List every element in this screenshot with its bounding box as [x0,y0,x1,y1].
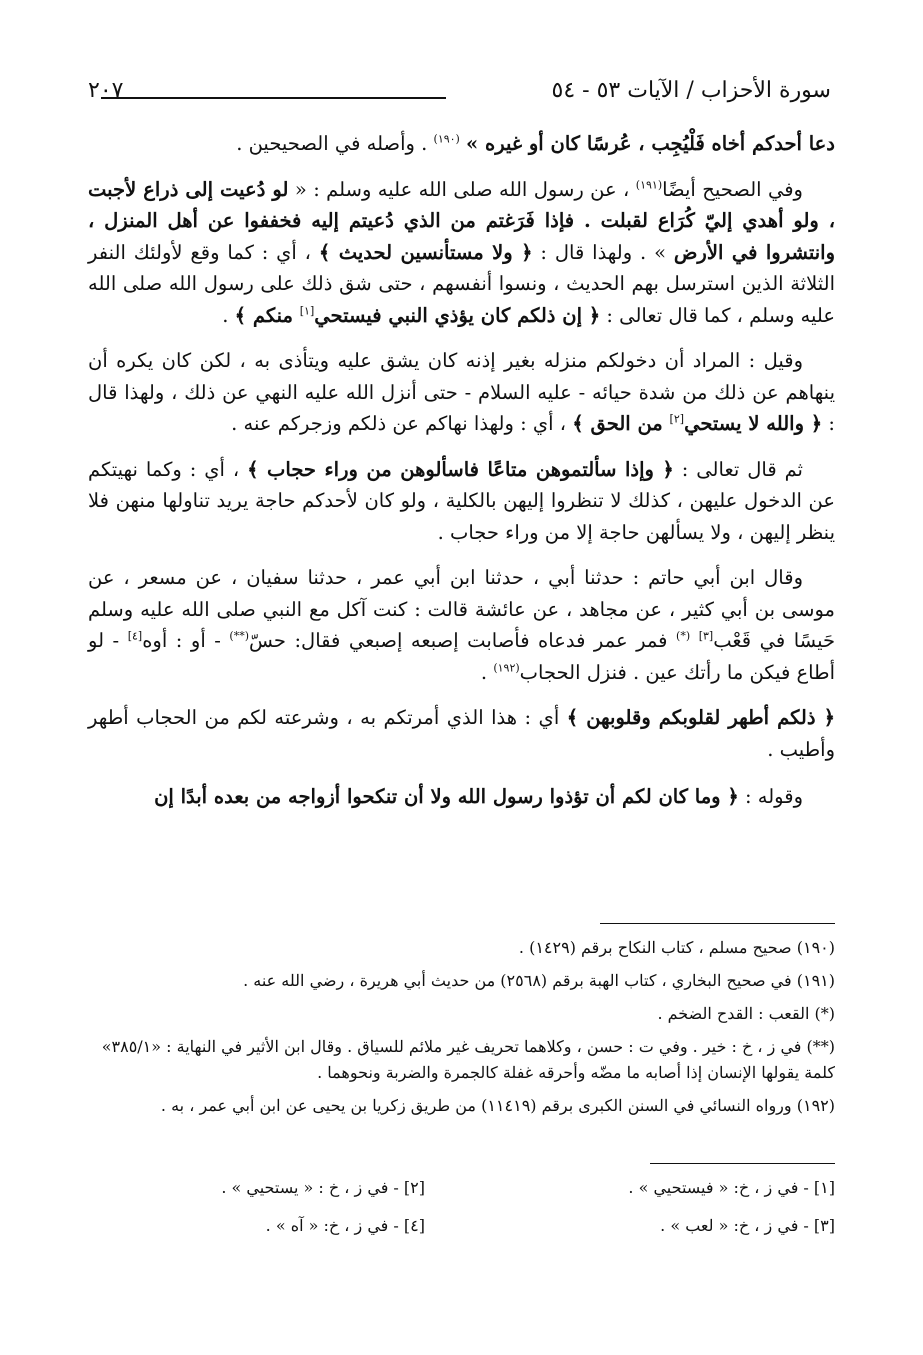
text-run: وقيل : المراد أن دخولكم منزله بغير إذنه كان يشق عليه ويتأذى به ، لكن كان يكره أن ينهاهم عن ذلك من شدة حيائه - عليه السلام - حتى أنزل الله عليه النهي عن ذلك ، ولهذا قال : [88,349,835,435]
text-run: - لو أطاع فيكن ما رأتك عين . فنزل الحجاب [88,629,835,684]
footnote-ref: (١٩٠) [433,132,460,146]
quran-quote: ﴿ ذلكم أطهر لقلوبكم وقلوبهن ﴾ [566,706,835,729]
footnote-ref: (١٩٢) [493,661,520,674]
footnote: (١٩١) في صحيح البخاري ، كتاب الهبة برقم (٢٥٦٨) من حديث أبي هريرة ، رضي الله عنه . [243,971,835,990]
text-run: وقوله : [738,785,803,808]
footnote: (**) في ز ، خ : خير . وفي ت : حسن ، وكلاهما تحريف غير ملائم للسياق . وقال ابن الأثير في النهاية : «٣٨٥/١» كلمة يقولها الإنسان إذا أصابه ما مضّه وأحرقه غفلة كالجمرة والضربة ونحوهما . [101,1037,835,1082]
hadith-text: دعا أحدكم أخاه فَلْيُجِب ، عُرسًا كان أو غيره » [466,132,835,155]
text-run: - أو : أوه [142,629,230,652]
text-run: وقال ابن أبي حاتم : حدثنا أبي ، حدثنا ابن أبي عمر ، حدثنا سفيان ، عن مسعر ، عن موسى بن أبي كثير ، عن مجاهد ، عن عائشة قالت : كنت آكل مع النبي صلى الله عليه وسلم حَيسًا في قَعْب [88,566,836,652]
header-rule [101,97,446,99]
footnote-separator [600,923,835,924]
paragraph-1 [88,128,835,160]
paragraph-4 [88,454,835,549]
quran-quote: منكم ﴾ [234,303,300,327]
footnotes [88,935,835,1126]
footnote-ref: (*) [676,629,691,643]
body-text [88,128,835,827]
text-run: . وأصله في الصحيحين . [236,132,434,155]
hadith-text: لو دُعيت إلى ذراع لأجبت ، ولو أهدي إليّ كُرَاع لقبلت . فإذا فَرَغتم من الذي دُعيتم إليه فخففوا عن أهل المنزل ، وانتشروا في الأرض [88,177,835,264]
variant-note: [٣] - في ز ، خ: « لعب » . [660,1216,835,1235]
text-run: ، أي : وكما نهيتكم عن الدخول عليهن ، كذلك لا تنظروا إليهن بالكلية ، ولو كان لأحدكم حاجة يريد تناولها منهن فلا ينظر إليهن ، ولا يسألهن حاجة إلا من وراء حجاب . [88,457,835,544]
variant-note: [٤] - في ز ، خ: « آه » . [265,1216,425,1235]
paragraph-7 [88,781,835,813]
running-head [88,78,831,114]
text-run: ثم قال تعالى : [673,457,803,481]
quran-quote: ﴿ ولا مستأنسين لحديث ﴾ [318,240,533,264]
text-run: . [222,303,235,327]
paragraph-6 [88,702,835,765]
text-run: وفي الصحيح أيضًا [662,177,803,201]
variant-notes [88,1178,835,1248]
text-run: ، أي : ولهذا نهاكم عن ذلكم وزجركم عنه . [231,412,573,435]
variant-note: [١] - في ز ، خ: « فيستحيي » . [628,1178,835,1197]
footnote-ref: (١٩١) [635,178,663,191]
quran-quote: من الحق ﴾ [572,412,670,435]
text-run: ، عن رسول الله صلى الله عليه وسلم : « [288,177,636,201]
variant-note: [٢] - في ز ، خ : « يستحيي » . [221,1178,425,1197]
variant-ref: [٣] [698,629,714,643]
quran-quote: ﴿ وإذا سألتموهن متاعًا فاسألوهن من وراء حجاب ﴾ [247,457,674,481]
paragraph-2 [88,174,835,332]
page-number: ٢٠٧ [88,78,124,103]
variant-ref: [٤] [127,629,143,643]
variant-ref: [٢] [669,412,685,426]
quran-quote: ﴿ والله لا يستحي [684,412,823,435]
text-run: . [480,660,494,684]
footnote: (١٩٠) صحيح مسلم ، كتاب النكاح برقم (١٤٢٩) . [518,938,835,957]
text-run: فمر عمر فدعاه فأصابت إصبعه إصبعي فقال: حسّ [249,629,677,652]
text-run: ، أي : كما وقع لأولئك النفر الثلاثة الذين استرسل بهم الحديث ، ونسوا أنفسهم ، حتى شق ذلك على رسول الله صلى الله عليه وسلم ، كما قال تعالى : [88,240,835,327]
variants-separator [650,1163,835,1164]
paragraph-5 [88,562,835,688]
footnote-ref: (**) [229,629,249,643]
footnote: (*) القعب : القدح الضخم . [657,1004,835,1023]
footnote: (١٩٢) ورواه النسائي في السنن الكبرى برقم (١١٤١٩) من طريق زكريا بن يحيى عن ابن أبي عمر ، به . [160,1096,835,1115]
variant-ref: [١] [299,304,315,317]
running-title: سورة الأحزاب / الآيات ٥٣ - ٥٤ [551,78,831,103]
text-run: » . ولهذا قال : [532,240,674,264]
quran-quote: ﴿ إن ذلكم كان يؤذي النبي فيستحي [314,303,601,327]
quran-quote: ﴿ وما كان لكم أن تؤذوا رسول الله ولا أن تنكحوا أزواجه من بعده أبدًا إن [154,785,739,808]
paragraph-3 [88,345,835,440]
text-run: أي : هذا الذي أمرتكم به ، وشرعته لكم من الحجاب أطهر وأطيب . [88,706,835,761]
